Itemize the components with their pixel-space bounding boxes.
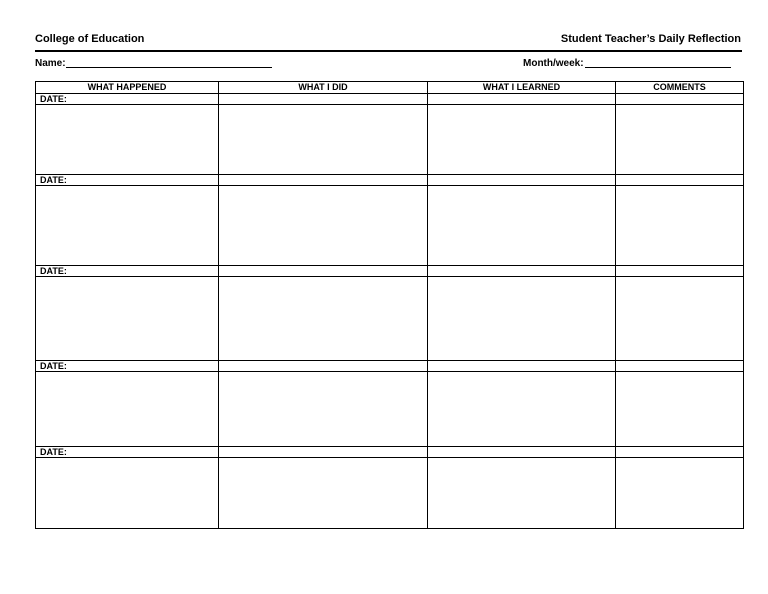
comments-cell[interactable]	[616, 458, 744, 529]
reflection-table	[35, 81, 744, 529]
date-row-cell	[616, 94, 744, 105]
what-i-learned-cell[interactable]	[428, 458, 616, 529]
form-title: Student Teacher’s Daily Reflection	[560, 33, 741, 45]
month-week-label: Month/week:	[523, 58, 584, 69]
comments-cell[interactable]	[616, 105, 744, 175]
what-i-learned-cell[interactable]	[428, 186, 616, 266]
date-row-cell	[616, 361, 744, 372]
name-field[interactable]	[66, 67, 272, 68]
date-label: DATE:	[40, 361, 67, 371]
column-header-what-happened: WHAT HAPPENED	[36, 82, 219, 94]
column-header-what-i-did: WHAT I DID	[219, 82, 428, 94]
entry-row	[36, 458, 744, 529]
entry-row	[36, 105, 744, 175]
date-row-cell	[428, 266, 616, 277]
college-title: College of Education	[35, 33, 145, 45]
date-label: DATE:	[40, 94, 67, 104]
what-happened-cell[interactable]	[36, 105, 219, 175]
date-row	[36, 361, 744, 372]
header-rule	[35, 50, 742, 52]
date-row	[36, 266, 744, 277]
date-label: DATE:	[40, 447, 67, 457]
what-happened-cell[interactable]	[36, 458, 219, 529]
date-cell[interactable]	[36, 447, 219, 458]
what-i-did-cell[interactable]	[219, 186, 428, 266]
date-row	[36, 175, 744, 186]
date-row-cell	[428, 361, 616, 372]
column-header-comments: COMMENTS	[616, 82, 744, 94]
entry-row	[36, 372, 744, 447]
what-happened-cell[interactable]	[36, 186, 219, 266]
date-cell[interactable]	[36, 361, 219, 372]
date-row-cell	[219, 447, 428, 458]
name-label: Name:	[35, 58, 66, 69]
date-row-cell	[616, 175, 744, 186]
date-row-cell	[428, 175, 616, 186]
date-cell[interactable]	[36, 266, 219, 277]
what-i-learned-cell[interactable]	[428, 372, 616, 447]
date-row-cell	[219, 175, 428, 186]
comments-cell[interactable]	[616, 186, 744, 266]
entry-row	[36, 186, 744, 266]
date-row	[36, 94, 744, 105]
comments-cell[interactable]	[616, 277, 744, 361]
column-header-what-i-learned: WHAT I LEARNED	[428, 82, 616, 94]
what-happened-cell[interactable]	[36, 372, 219, 447]
table-header-row	[36, 82, 744, 94]
date-row-cell	[428, 94, 616, 105]
date-row	[36, 447, 744, 458]
date-label: DATE:	[40, 175, 67, 185]
date-row-cell	[219, 94, 428, 105]
what-happened-cell[interactable]	[36, 277, 219, 361]
date-label: DATE:	[40, 266, 67, 276]
date-cell[interactable]	[36, 175, 219, 186]
date-cell[interactable]	[36, 94, 219, 105]
date-row-cell	[219, 361, 428, 372]
what-i-did-cell[interactable]	[219, 458, 428, 529]
what-i-learned-cell[interactable]	[428, 277, 616, 361]
date-row-cell	[616, 447, 744, 458]
date-row-cell	[428, 447, 616, 458]
what-i-learned-cell[interactable]	[428, 105, 616, 175]
what-i-did-cell[interactable]	[219, 372, 428, 447]
what-i-did-cell[interactable]	[219, 105, 428, 175]
date-row-cell	[219, 266, 428, 277]
date-row-cell	[616, 266, 744, 277]
what-i-did-cell[interactable]	[219, 277, 428, 361]
comments-cell[interactable]	[616, 372, 744, 447]
month-week-field[interactable]	[585, 67, 731, 68]
entry-row	[36, 277, 744, 361]
